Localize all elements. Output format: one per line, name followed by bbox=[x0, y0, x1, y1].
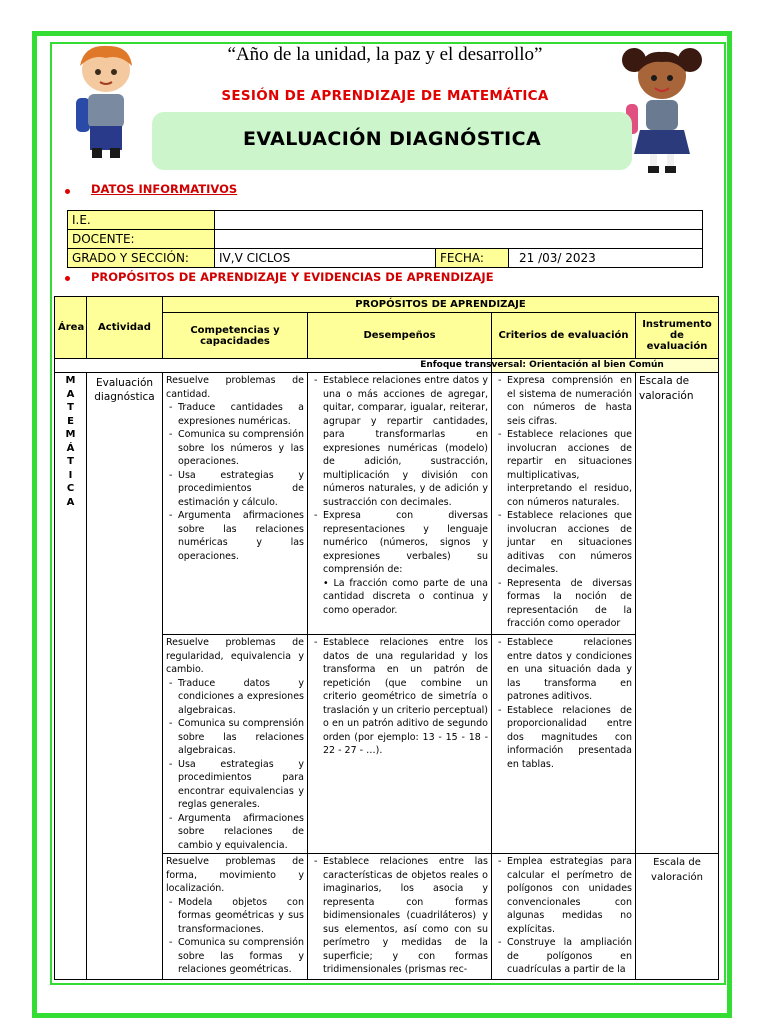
area-letter: T bbox=[67, 456, 74, 467]
grado-value: IV,V CICLOS bbox=[215, 249, 436, 268]
capacidad-item: - Usa estrategias y procedimientos para encontrar equivalencias y reglas generales. bbox=[178, 758, 304, 812]
capacidad-item: - Comunica su comprensión sobre las formas y relaciones geométricas. bbox=[178, 936, 304, 977]
criterio-item: - Emplea estrategias para calcular el perímetro de polígonos con unidades convencionales con algunas medidas no explícitas. bbox=[507, 855, 632, 936]
capacidad-item: - Traduce cantidades a expresiones numéricas. bbox=[178, 401, 304, 428]
docente-value bbox=[215, 230, 703, 249]
area-cell bbox=[55, 373, 87, 980]
capacidad-item: - Comunica su comprensión sobre los números y las operaciones. bbox=[178, 428, 304, 469]
boy-student-illustration bbox=[58, 40, 158, 165]
page-title: EVALUACIÓN DIAGNÓSTICA bbox=[242, 128, 542, 150]
docente-label: DOCENTE: bbox=[68, 230, 215, 249]
fecha-value: 21 /03/ 2023 bbox=[509, 249, 703, 268]
capacidad-item: - Traduce datos y condiciones a expresiones algebraicas. bbox=[178, 677, 304, 718]
desempeno-cell bbox=[308, 635, 492, 854]
enfoque-transversal: Enfoque transversal: Orientación al bien Común bbox=[420, 360, 664, 370]
area-letter: I bbox=[68, 469, 73, 481]
ie-label: I.E. bbox=[68, 211, 215, 230]
propositos-header: PROPÓSITOS DE APRENDIZAJE bbox=[163, 297, 719, 313]
criterio-cell bbox=[492, 635, 636, 854]
bullet-icon bbox=[65, 189, 70, 194]
desempeno-cell bbox=[308, 373, 492, 635]
competencias-header: Competencias y capacidades bbox=[163, 313, 308, 359]
desempeno-item: - Expresa con diversas representaciones y lenguaje numérico (números, signos y expresiones verbales) su comprensión de: bbox=[323, 509, 488, 577]
actividad-cell: Evaluación diagnóstica bbox=[87, 373, 163, 980]
area-letter: C bbox=[66, 483, 75, 494]
desempeno-subitem: • La fracción como parte de una cantidad discreta o continua y como operador. bbox=[323, 577, 488, 616]
instrumento-cell: Escala de valoración bbox=[636, 854, 719, 980]
criterio-item: - Establece relaciones que involucran acciones de juntar en situaciones aditivas con números decimales. bbox=[507, 509, 632, 577]
criterio-item: - Establece relaciones entre datos y condiciones en una situación dada y las transforma en patrones aditivos. bbox=[507, 636, 632, 704]
desempeno-item: - Establece relaciones entre los datos de una regularidad y los transforma en un patrón de repetición (que combine un criterio geométrico de simetría o traslación y un criterio perceptual) o en un patrón aditivo de segundo orden (por ejemplo: 13 - 15 - 18 - 22 - 27 - …). bbox=[323, 636, 488, 758]
criterio-item: - Establece relaciones de proporcionalidad entre dos magnitudes con información presentada en tablas. bbox=[507, 704, 632, 772]
competencia-intro: Resuelve problemas de cantidad. bbox=[166, 375, 304, 400]
datos-heading: DATOS INFORMATIVOS bbox=[91, 182, 238, 196]
session-heading: SESIÓN DE APRENDIZAJE DE MATEMÁTICA bbox=[221, 88, 549, 104]
area-letter: M bbox=[65, 429, 76, 440]
area-letter: A bbox=[66, 388, 75, 400]
capacidad-item: - Usa estrategias y procedimientos de estimación y cálculo. bbox=[178, 469, 304, 510]
fecha-label: FECHA: bbox=[436, 249, 509, 268]
capacidad-item: - Modela objetos con formas geométricas y sus transformaciones. bbox=[178, 896, 304, 937]
competencia-cell bbox=[163, 635, 308, 854]
year-motto: “Año de la unidad, la paz y el desarrollo” bbox=[227, 44, 543, 65]
ie-value bbox=[215, 211, 703, 230]
instrumento-header: Instrumento de evaluación bbox=[636, 313, 719, 359]
criterio-item: - Construye la ampliación de polígonos en cuadrículas a partir de la bbox=[507, 936, 632, 977]
competencia-cell bbox=[163, 854, 308, 980]
area-header: Área bbox=[55, 297, 87, 359]
actividad-header: Actividad bbox=[87, 297, 163, 359]
competencia-cell bbox=[163, 373, 308, 635]
desempeno-cell bbox=[308, 854, 492, 980]
criterio-cell bbox=[492, 854, 636, 980]
area-letter: Á bbox=[66, 442, 75, 454]
instrumento-cell: Escala de valoración bbox=[636, 373, 719, 854]
desempeno-item: - Establece relaciones entre las características de objetos reales o imaginarios, los asocia y representa con formas bidimensionales (cuadriláteros) y sus elementos, así como con su perímetro y medidas de la superficie; y con formas tridimensionales (prismas rec- bbox=[323, 855, 488, 977]
area-letter: E bbox=[67, 415, 74, 427]
competencia-intro: Resuelve problemas de regularidad, equivalencia y cambio. bbox=[166, 637, 304, 675]
desempenos-header: Desempeños bbox=[308, 313, 492, 359]
grado-label: GRADO Y SECCIÓN: bbox=[68, 249, 215, 268]
propositos-heading: PROPÓSITOS DE APRENDIZAJE Y EVIDENCIAS DE APRENDIZAJE bbox=[91, 270, 494, 284]
area-letter: T bbox=[67, 402, 74, 413]
criterios-header: Criterios de evaluación bbox=[492, 313, 636, 359]
criterio-item: - Expresa comprensión en el sistema de numeración con números de hasta seis cifras. bbox=[507, 374, 632, 428]
area-letter: A bbox=[66, 496, 75, 508]
area-letters bbox=[58, 374, 83, 509]
competencia-intro: Resuelve problemas de forma, movimiento y localización. bbox=[166, 856, 304, 894]
desempeno-item: - Establece relaciones entre datos y una o más acciones de agregar, quitar, comparar, igualar, reiterar, agrupar y repartir cantidades, para transformarlas en expresiones numéricas (modelo) de adición, sustracción, multiplicación y división con números naturales, y de adición y sustracción con decimales. bbox=[323, 374, 488, 509]
area-letter: M bbox=[65, 375, 76, 386]
capacidad-item: - Argumenta afirmaciones sobre las relaciones numéricas y las operaciones. bbox=[178, 509, 304, 563]
criterio-item: - Representa de diversas formas la noción de representación de la fracción como operador bbox=[507, 577, 632, 631]
propositos-table bbox=[54, 296, 719, 980]
datos-table bbox=[67, 210, 703, 268]
capacidad-item: - Comunica su comprensión sobre las relaciones algebraicas. bbox=[178, 717, 304, 758]
criterio-item: - Establece relaciones que involucran acciones de repartir en situaciones multiplicativas, interpretando el residuo, con números naturales. bbox=[507, 428, 632, 509]
bullet-icon bbox=[65, 276, 70, 281]
capacidad-item: - Argumenta afirmaciones sobre relaciones de cambio y equivalencia. bbox=[178, 812, 304, 853]
criterio-cell bbox=[492, 373, 636, 635]
